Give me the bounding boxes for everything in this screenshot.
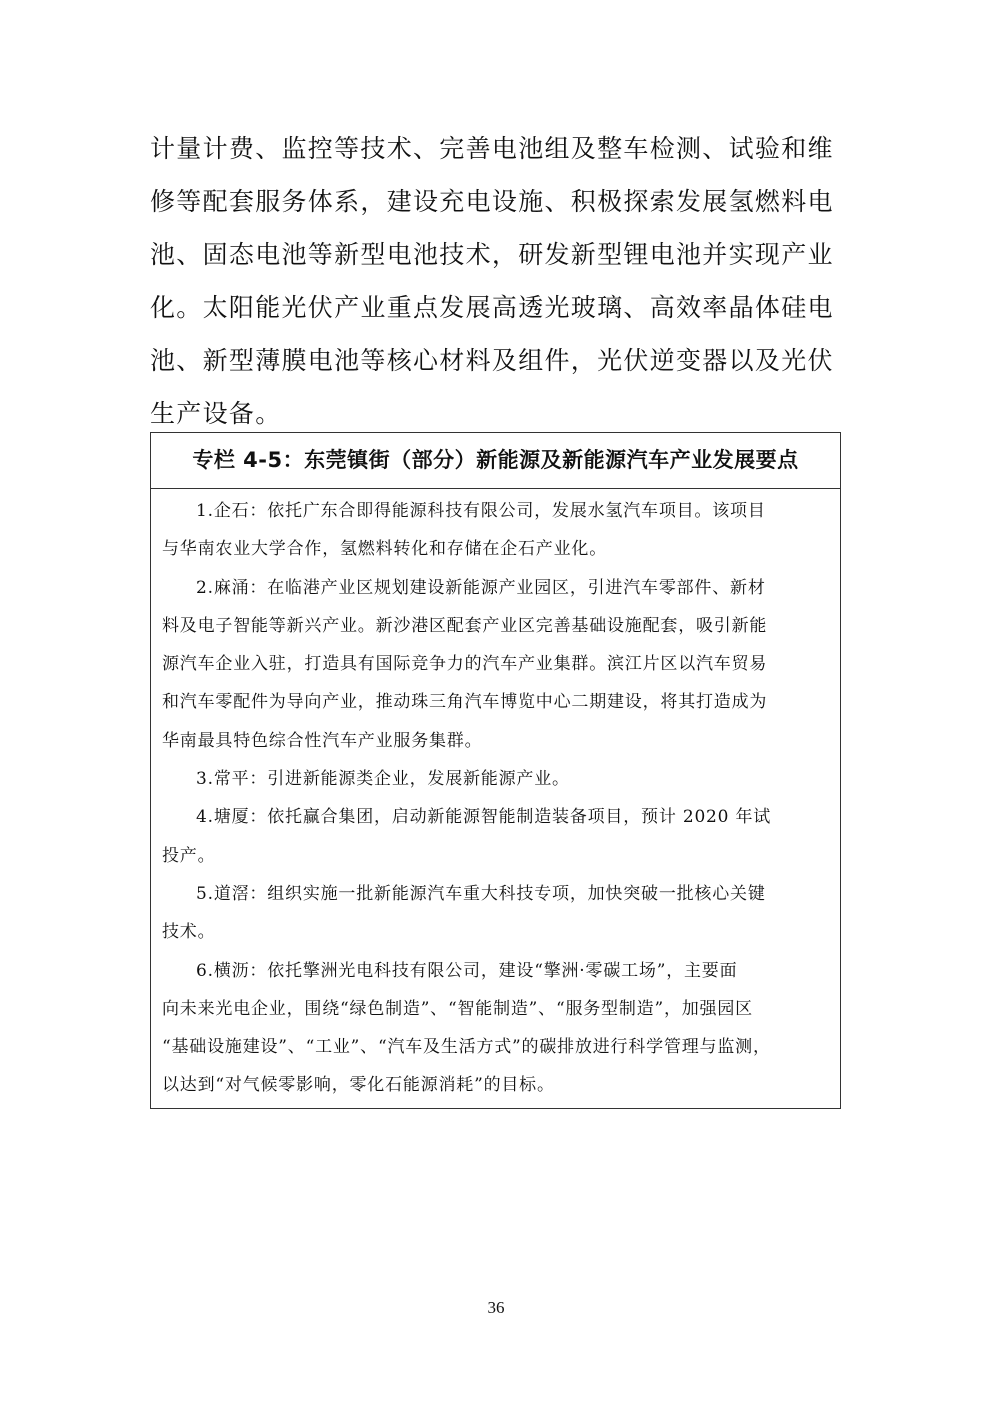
box-line: 1.企石：依托广东合即得能源科技有限公司，发展水氢汽车项目。该项目 <box>196 501 766 521</box>
box-line: 以达到“对气候零影响，零化石能源消耗”的目标。 <box>162 1075 555 1096</box>
box-title: 专栏 4-5：东莞镇街（部分）新能源及新能源汽车产业发展要点 <box>151 433 840 489</box>
body-line: 化。太阳能光伏产业重点发展高透光玻璃、高效率晶体硅电 <box>150 293 834 322</box>
box-line: 料及电子智能等新兴产业。新沙港区配套产业区完善基础设施配套，吸引新能 <box>162 615 768 636</box>
box-line: 华南最具特色综合性汽车产业服务集群。 <box>162 730 483 751</box>
box-line: 2.麻涌：在临港产业区规划建设新能源产业园区，引进汽车零部件、新材 <box>196 577 766 598</box>
body-line: 计量计费、监控等技术、完善电池组及整车检测、试验和维 <box>150 134 834 163</box>
box-line: 4.塘厦：依托赢合集团，启动新能源智能制造装备项目，预计 2020 年试 <box>196 807 772 828</box>
box-line: 6.横沥：依托擎洲光电科技有限公司，建设“擎洲·零碳工场”，主要面 <box>196 960 738 981</box>
body-line: 生产设备。 <box>150 399 282 428</box>
body-line: 池、新型薄膜电池等核心材料及组件，光伏逆变器以及光伏 <box>150 346 834 375</box>
box-line: 源汽车企业入驻，打造具有国际竞争力的汽车产业集群。滨江片区以汽车贸易 <box>162 654 768 675</box>
body-paragraph <box>150 122 850 440</box>
box-line: 和汽车零配件为导向产业，推动珠三角汽车博览中心二期建设，将其打造成为 <box>162 692 768 713</box>
box-line: 与华南农业大学合作，氢燃料转化和存储在企石产业化。 <box>162 539 607 560</box>
box-line: 投产。 <box>162 845 216 866</box>
page-number: 36 <box>487 1298 505 1317</box>
box-line: 向未来光电企业，围绕“绿色制造”、“智能制造”、“服务型制造”，加强园区 <box>162 998 753 1019</box>
box-content <box>151 489 840 1105</box>
box-line: 5.道滘：组织实施一批新能源汽车重大科技专项，加快突破一批核心关键 <box>196 883 766 904</box>
body-line: 池、固态电池等新型电池技术，研发新型锂电池并实现产业 <box>150 240 834 269</box>
box-line: 3.常平：引进新能源类企业，发展新能源产业。 <box>196 769 570 790</box>
body-line: 修等配套服务体系，建设充电设施、积极探索发展氢燃料电 <box>150 187 834 216</box>
box-line: 技术。 <box>162 922 216 943</box>
box-line: “基础设施建设”、“工业”、“汽车及生活方式”的碳排放进行科学管理与监测， <box>162 1037 771 1058</box>
sidebar-box <box>150 432 841 1109</box>
